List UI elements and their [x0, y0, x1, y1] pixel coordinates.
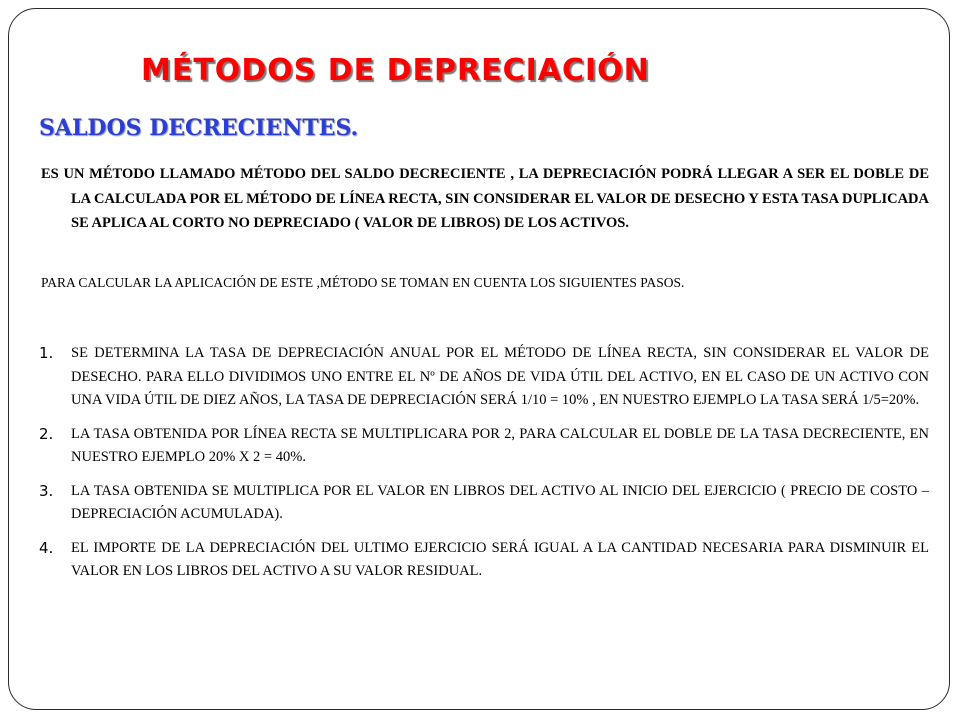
list-item — [39, 480, 929, 527]
steps-list — [39, 342, 929, 594]
list-item — [39, 537, 929, 584]
slide-frame — [8, 8, 950, 710]
step-number: 2. — [39, 424, 54, 443]
steps-intro-note: PARA CALCULAR LA APLICACIÓN DE ESTE ,MÉTODO SE TOMAN EN CUENTA LOS SIGUIENTES PASOS. — [41, 275, 685, 290]
step-number: 4. — [39, 538, 54, 557]
intro-paragraph: ES UN MÉTODO LLAMADO MÉTODO DEL SALDO DECRECIENTE , LA DEPRECIACIÓN PODRÁ LLEGAR A SER EL DOBLE DE LA CALCULADA POR EL MÉTODO DE LÍNEA RECTA, SIN CONSIDERAR EL VALOR DE DESECHO Y ESTA TASA DUPLICADA SE APLICA AL CORTO NO DEPRECIADO ( VALOR DE LIBROS) DE LOS ACTIVOS. — [41, 166, 929, 231]
slide-subtitle: SALDOS DECRECIENTES. — [39, 115, 359, 141]
step-text: LA TASA OBTENIDA POR LÍNEA RECTA SE MULTIPLICARA POR 2, PARA CALCULAR EL DOBLE DE LA TASA DECRECIENTE, EN NUESTRO EJEMPLO 20% X 2 = 40%. — [71, 425, 929, 465]
list-item — [39, 342, 929, 413]
step-text: LA TASA OBTENIDA SE MULTIPLICA POR EL VALOR EN LIBROS DEL ACTIVO AL INICIO DEL EJERCICIO ( PRECIO DE COSTO – DEPRECIACIÓN ACUMULADA). — [71, 482, 929, 522]
step-number: 1. — [39, 344, 54, 362]
step-number: 3. — [39, 481, 54, 500]
step-text: EL IMPORTE DE LA DEPRECIACIÓN DEL ULTIMO EJERCICIO SERÁ IGUAL A LA CANTIDAD NECESARIA PARA DISMINUIR EL VALOR EN LOS LIBROS DEL ACTIVO A SU VALOR RESIDUAL. — [71, 539, 929, 579]
list-item — [39, 423, 929, 470]
step-text: SE DETERMINA LA TASA DE DEPRECIACIÓN ANUAL POR EL MÉTODO DE LÍNEA RECTA, SIN CONSIDERAR EL VALOR DE DESECHO. PARA ELLO DIVIDIMOS UNO ENTRE EL Nº DE AÑOS DE VIDA ÚTIL DEL ACTIVO, EN EL CASO DE UN ACTIVO CON UNA VIDA ÚTIL DE DIEZ AÑOS, LA TASA DE DEPRECIACIÓN SERÁ 1/10 = 10% , EN NUESTRO EJEMPLO LA TASA SERÁ 1/5=20%. — [71, 345, 929, 408]
slide-title: MÉTODOS DE DEPRECIACIÓN — [141, 53, 650, 88]
